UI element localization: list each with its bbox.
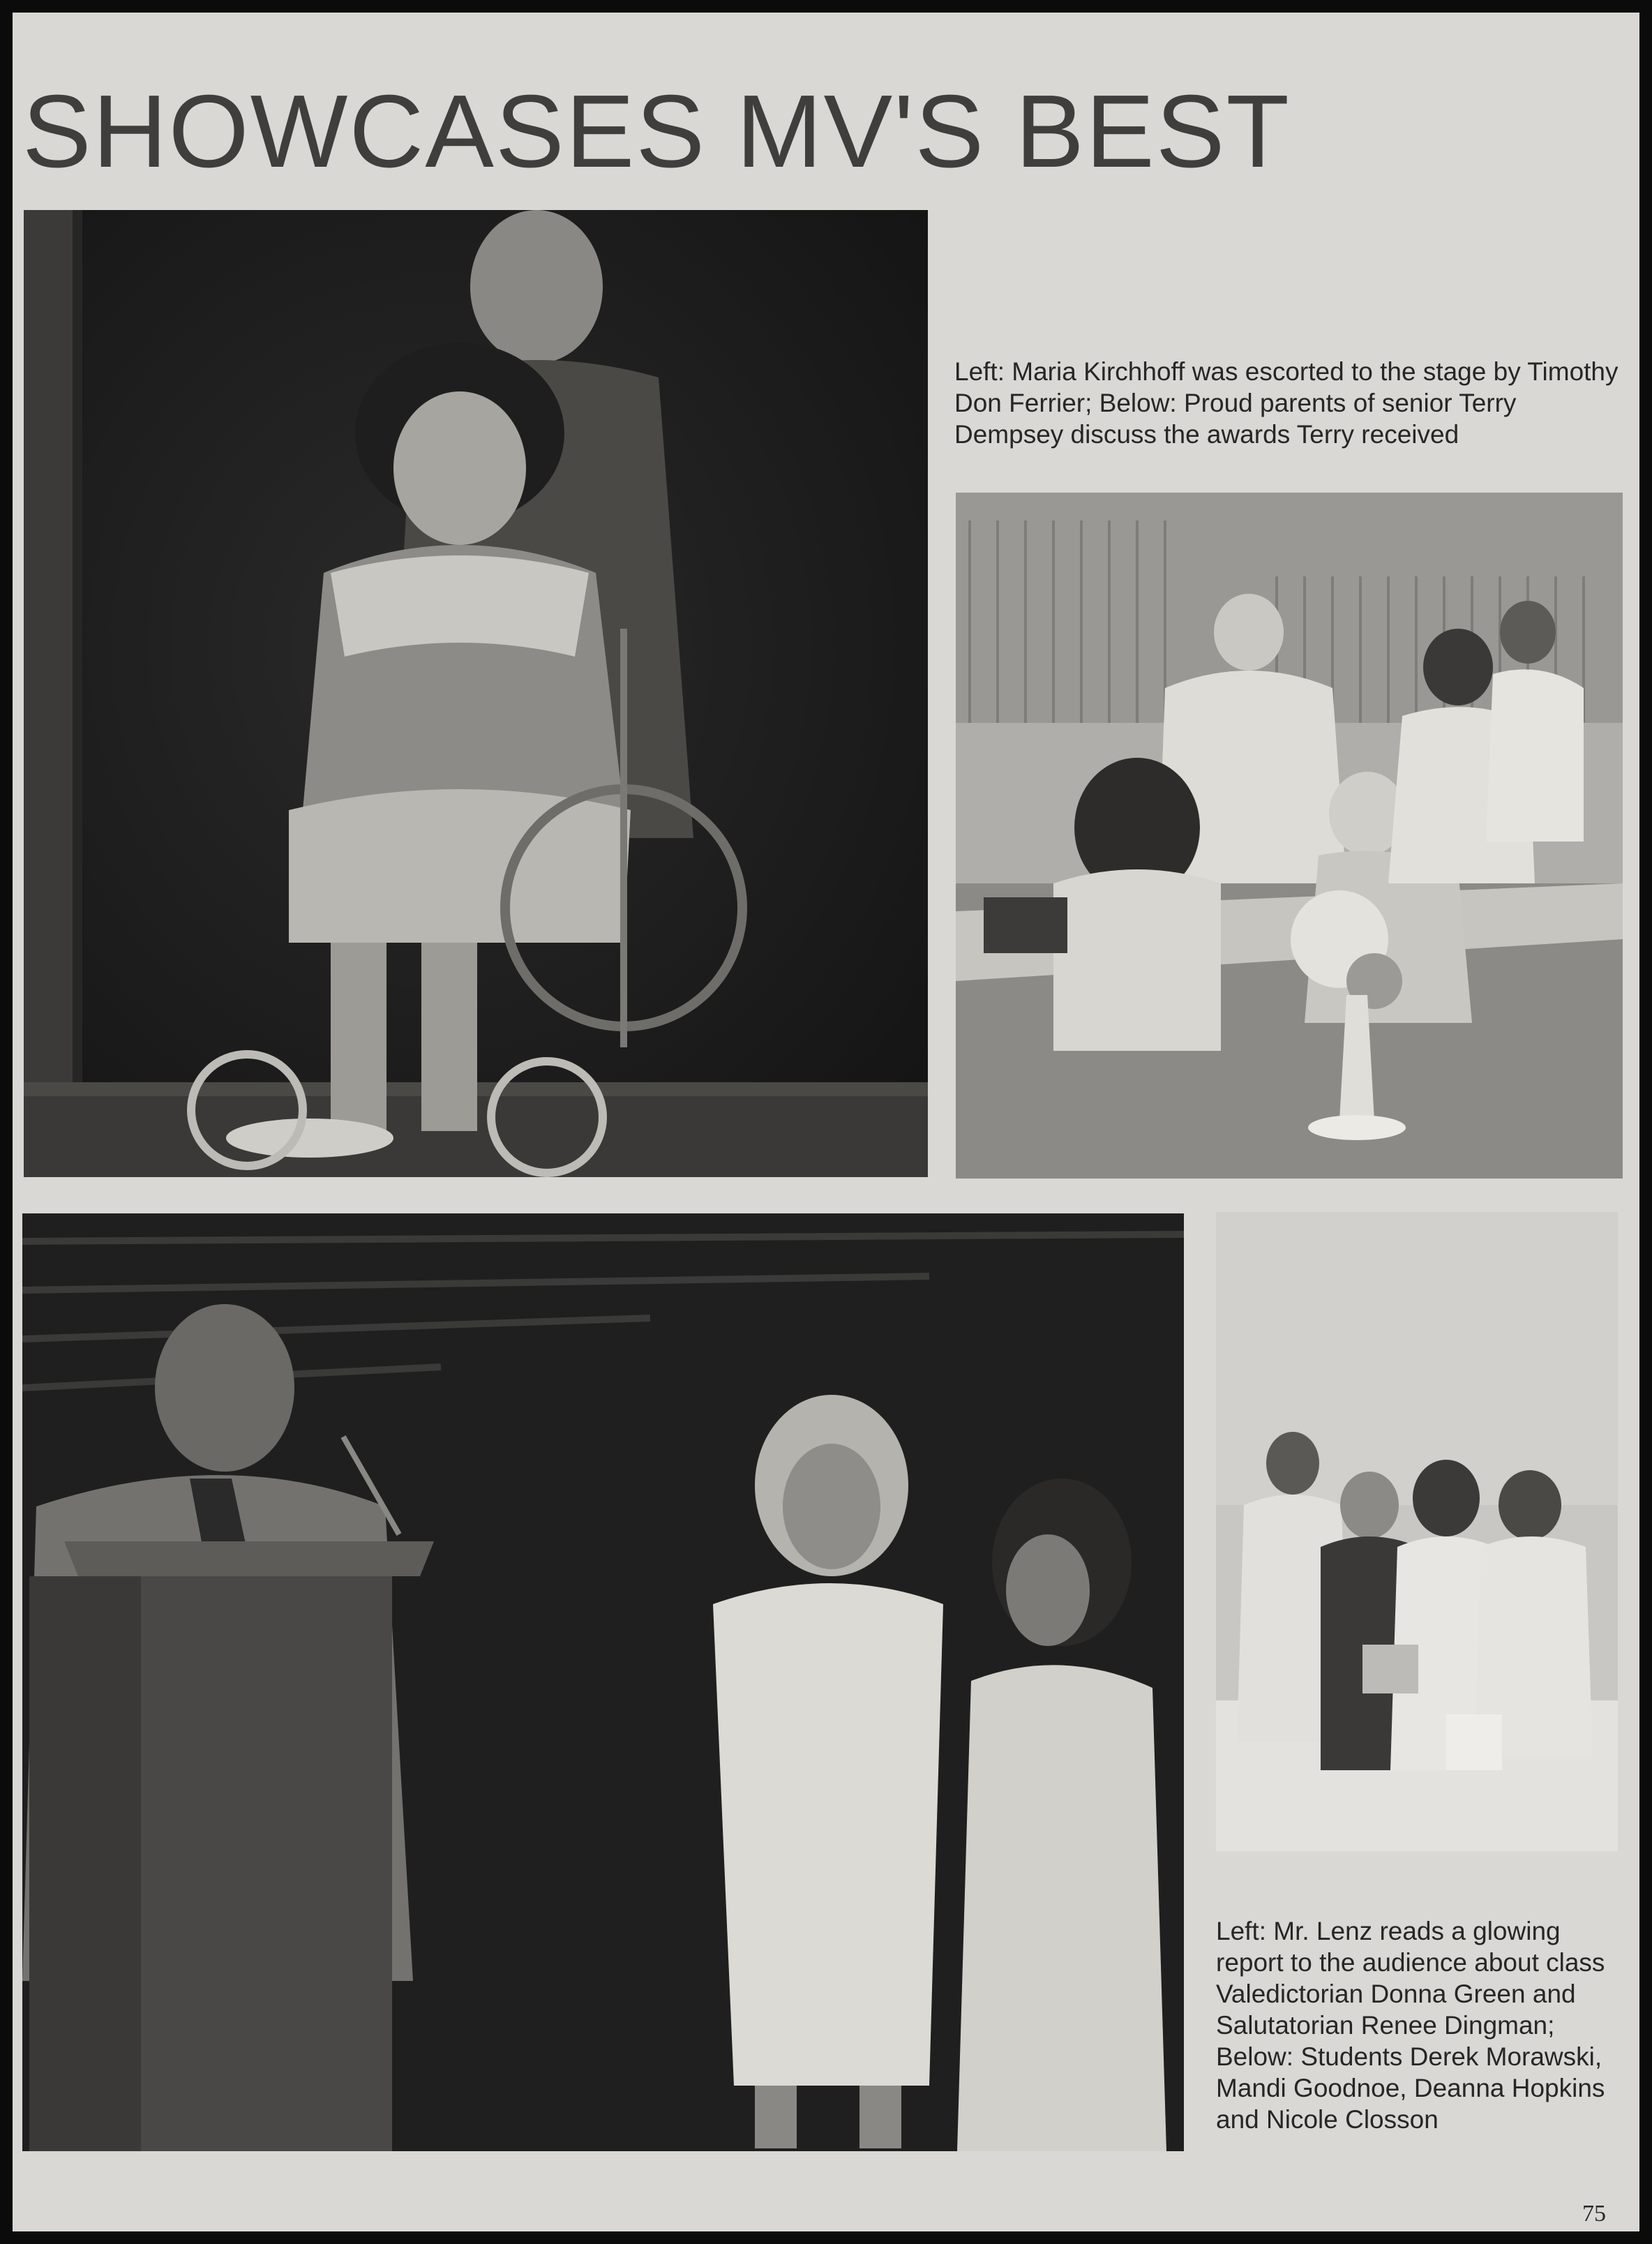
photo-parents-banquet — [956, 493, 1623, 1179]
photo-four-students — [1216, 1212, 1618, 1851]
photo-stage-escort — [24, 210, 928, 1177]
page-headline: SHOWCASES MV'S BEST — [22, 74, 1291, 189]
page-number: 75 — [1582, 2201, 1606, 2227]
caption-stage-escort: Left: Maria Kirchhoff was escorted to the stage by Timothy Don Ferrier; Below: Proud parents of senior Terry Dempsey discuss the awards Terry received — [954, 357, 1619, 449]
caption-honorees: Left: Mr. Lenz reads a glowing report to the audience about class Valedictorian Donna Green and Salutatorian Renee Dingman; Below: Students Derek Morawski, Mandi Goodnoe, Deanna Hopkins and Nicole Closson — [1216, 1917, 1605, 2134]
photo-podium-honorees — [22, 1213, 1184, 2151]
yearbook-page — [13, 13, 1639, 2231]
